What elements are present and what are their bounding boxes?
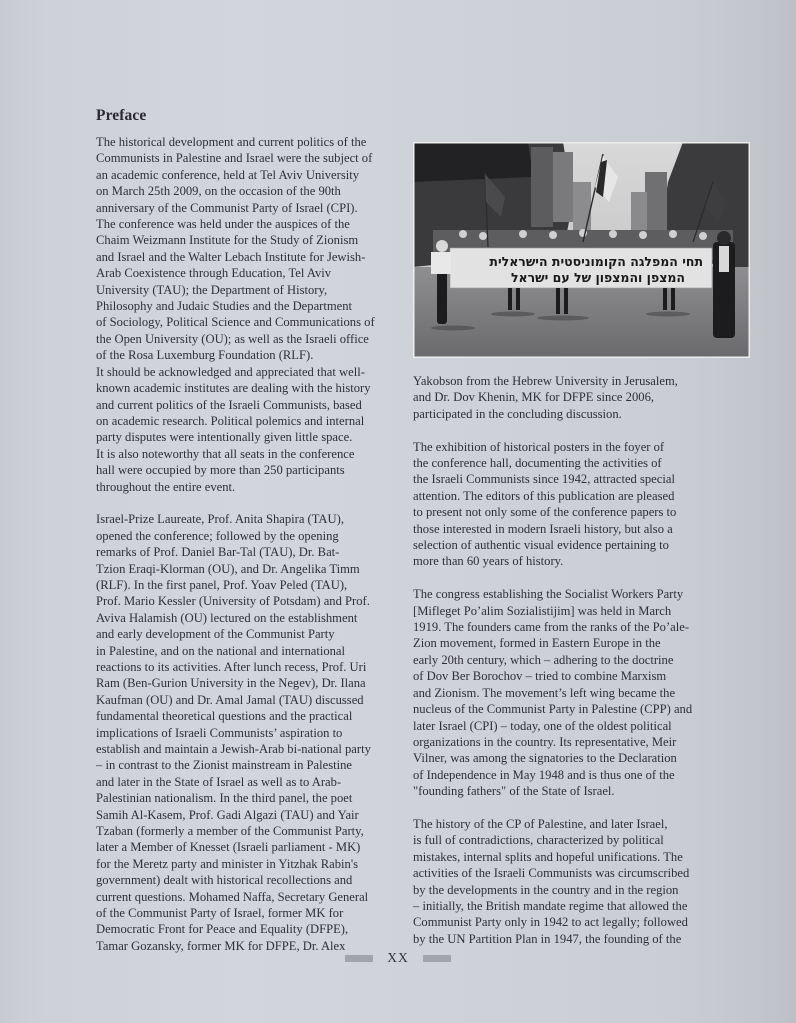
page-number-right-bar — [423, 955, 451, 962]
text-line: later Israel (CPI) – today, one of the oldest political — [413, 718, 672, 733]
text-line: Zion movement, formed in Eastern Europe in the — [413, 636, 661, 651]
text-line: more than 60 years of history. — [413, 554, 564, 569]
text-line: party disputes were intentionally given little space. — [96, 430, 353, 445]
text-line: Ram (Ben-Gurion University in the Negev), Dr. Ilana — [96, 676, 366, 691]
text-line: for the Meretz party and minister in Yitzhak Rabin's — [96, 856, 359, 871]
text-line: Samih Al-Kasem, Prof. Gadi Algazi (TAU) and Yair — [96, 807, 359, 822]
paragraph-gap — [413, 800, 733, 816]
left-column — [96, 134, 386, 954]
paragraph — [413, 439, 733, 570]
text-line: the Open University (OU); as well as the Israeli office — [96, 331, 369, 346]
text-line: establish and maintain a Jewish-Arab bi-national party — [96, 742, 371, 757]
text-line: of the Rosa Luxemburg Foundation (RLF). — [96, 348, 314, 363]
text-line: Philosophy and Judaic Studies and the Department — [96, 299, 353, 314]
text-line: implications of Israeli Communists’ aspiration to — [96, 725, 343, 740]
text-line: is full of contradictions, characterized by political — [413, 833, 664, 848]
text-line: [Mifleget Po’alim Sozialistijim] was held in March — [413, 603, 672, 618]
text-line: opened the conference; followed by the opening — [96, 528, 339, 543]
paragraph — [413, 816, 733, 947]
text-line: 1919. The founders came from the ranks of the Po’ale- — [413, 620, 690, 635]
text-line: the conference hall, documenting the activities of — [413, 456, 662, 471]
text-line: Arab Coexistence through Education, Tel Aviv — [96, 266, 332, 281]
text-line: Yakobson from the Hebrew University in Jerusalem, — [413, 374, 678, 388]
text-line: nucleus of the Communist Party in Palestine (CPP) and — [413, 702, 693, 717]
text-line: later a Member of Knesset (Israeli parliament - MK) — [96, 840, 361, 855]
paragraph — [96, 511, 386, 954]
page-title: Preface — [96, 107, 147, 125]
text-line: "founding fathers" of the State of Israel. — [413, 784, 615, 799]
text-line: current questions. Mohamed Naffa, Secretary General — [96, 889, 369, 904]
text-line: of the Communist Party of Israel, former MK for — [96, 906, 344, 921]
text-line: It is also noteworthy that all seats in the conference — [96, 446, 355, 461]
banner-text-line-1: תחי המפלגה הקומוניסטית הישראלית — [489, 254, 703, 269]
banner-text-line-2: המצפן והמצפון של עם ישראל — [510, 270, 685, 285]
paragraph — [96, 134, 386, 495]
text-line: mistakes, internal splits and hopeful unifications. The — [413, 849, 683, 864]
paragraph-gap — [413, 570, 733, 586]
text-line: the Israeli Communists since 1942, attracted special — [413, 472, 675, 487]
text-line: Prof. Mario Kessler (University of Potsdam) and Prof. — [96, 594, 370, 609]
text-line: and Zionism. The movement’s left wing became the — [413, 685, 676, 700]
text-line: The history of the CP of Palestine, and later Israel, — [413, 816, 668, 831]
text-line: The congress establishing the Socialist Workers Party — [413, 587, 684, 602]
text-line: attention. The editors of this publication are pleased — [413, 488, 675, 503]
photo-demonstration-march — [413, 142, 750, 358]
page-footer — [0, 949, 796, 967]
paragraph-gap — [413, 422, 733, 438]
text-line: Democratic Front for Peace and Equality (DFPE), — [96, 922, 349, 937]
text-line: by the UN Partition Plan in 1947, the founding of the — [413, 931, 682, 946]
text-line: reactions to its activities. After lunch recess, Prof. Uri — [96, 659, 367, 674]
text-line: selection of authentic visual evidence pertaining to — [413, 538, 669, 553]
text-line: The historical development and current politics of the — [96, 135, 367, 149]
text-line: those interested in modern Israeli history, but also a — [413, 521, 673, 536]
page-number: XX — [387, 950, 409, 965]
text-line: to present not only some of the conference papers to — [413, 505, 677, 520]
text-line: Tzion Eraqi-Klorman (OU), and Dr. Angelika Timm — [96, 561, 360, 576]
text-line: known academic institutes are dealing with the history — [96, 381, 371, 396]
text-line: and Israel and the Walter Lebach Institute for Jewish- — [96, 249, 366, 264]
photo-image — [413, 142, 750, 358]
text-line: of Sociology, Political Science and Communications of — [96, 315, 375, 330]
text-line: by the developments in the country and in the region — [413, 882, 679, 897]
text-line: hall were occupied by more than 250 participants — [96, 463, 345, 478]
text-line: and early development of the Communist Party — [96, 627, 335, 642]
text-line: of Independence in May 1948 and is thus one of the — [413, 767, 675, 782]
text-line: early 20th century, which – adhering to the doctrine — [413, 652, 674, 667]
text-line: participated in the concluding discussion. — [413, 406, 622, 421]
text-line: Communist Party only in 1942 to act legally; followed — [413, 915, 688, 930]
text-line: of Dov Ber Borochov – tried to combine Marxism — [413, 669, 667, 684]
text-line: Tzaban (formerly a member of the Communist Party, — [96, 824, 364, 839]
page-number-left-bar — [345, 955, 373, 962]
text-line: activities of the Israeli Communists was circumscribed — [413, 866, 690, 881]
text-line: Chaim Weizmann Institute for the Study of Zionism — [96, 233, 359, 248]
text-line: Tamar Gozansky, former MK for DFPE, Dr. Alex — [96, 938, 346, 953]
text-line: and Dr. Dov Khenin, MK for DFPE since 2006, — [413, 390, 655, 405]
text-line: Vilner, was among the signatories to the Declaration — [413, 751, 677, 766]
text-line: throughout the entire event. — [96, 479, 236, 494]
text-line: anniversary of the Communist Party of Israel (CPI). — [96, 200, 358, 215]
text-line: Kaufman (OU) and Dr. Amal Jamal (TAU) discussed — [96, 692, 364, 707]
text-line: The conference was held under the auspices of the — [96, 217, 350, 232]
text-line: and later in the State of Israel as well as to Arab- — [96, 774, 342, 789]
text-line: It should be acknowledged and appreciated that well- — [96, 364, 365, 379]
paragraph — [413, 586, 733, 799]
paragraph — [413, 373, 733, 422]
text-line: on academic research. Political polemics and internal — [96, 413, 365, 428]
paragraph-gap — [96, 495, 386, 511]
text-line: remarks of Prof. Daniel Bar-Tal (TAU), Dr. Bat- — [96, 545, 340, 560]
text-line: University (TAU); the Department of History, — [96, 282, 328, 297]
right-column — [413, 373, 733, 947]
text-line: The exhibition of historical posters in the foyer of — [413, 439, 665, 454]
text-line: Communists in Palestine and Israel were the subject of — [96, 151, 373, 166]
text-line: organizations in the country. Its representative, Meir — [413, 734, 677, 749]
text-line: Aviva Halamish (OU) lectured on the establishment — [96, 610, 358, 625]
text-line: in Palestine, and on the national and international — [96, 643, 346, 658]
text-line: Israel-Prize Laureate, Prof. Anita Shapira (TAU), — [96, 512, 344, 527]
text-line: on March 25th 2009, on the occasion of the 90th — [96, 184, 341, 199]
text-line: – initially, the British mandate regime that allowed the — [413, 898, 688, 913]
text-line: an academic conference, held at Tel Aviv University — [96, 167, 360, 182]
text-line: – in contrast to the Zionist mainstream in Palestine — [96, 758, 353, 773]
text-line: government) dealt with historical recollections and — [96, 873, 353, 888]
text-line: and current politics of the Israeli Communists, based — [96, 397, 362, 412]
text-line: fundamental theoretical questions and the practical — [96, 709, 353, 724]
text-line: Palestinian nationalism. In the third panel, the poet — [96, 791, 353, 806]
text-line: (RLF). In the first panel, Prof. Yoav Peled (TAU), — [96, 577, 348, 592]
